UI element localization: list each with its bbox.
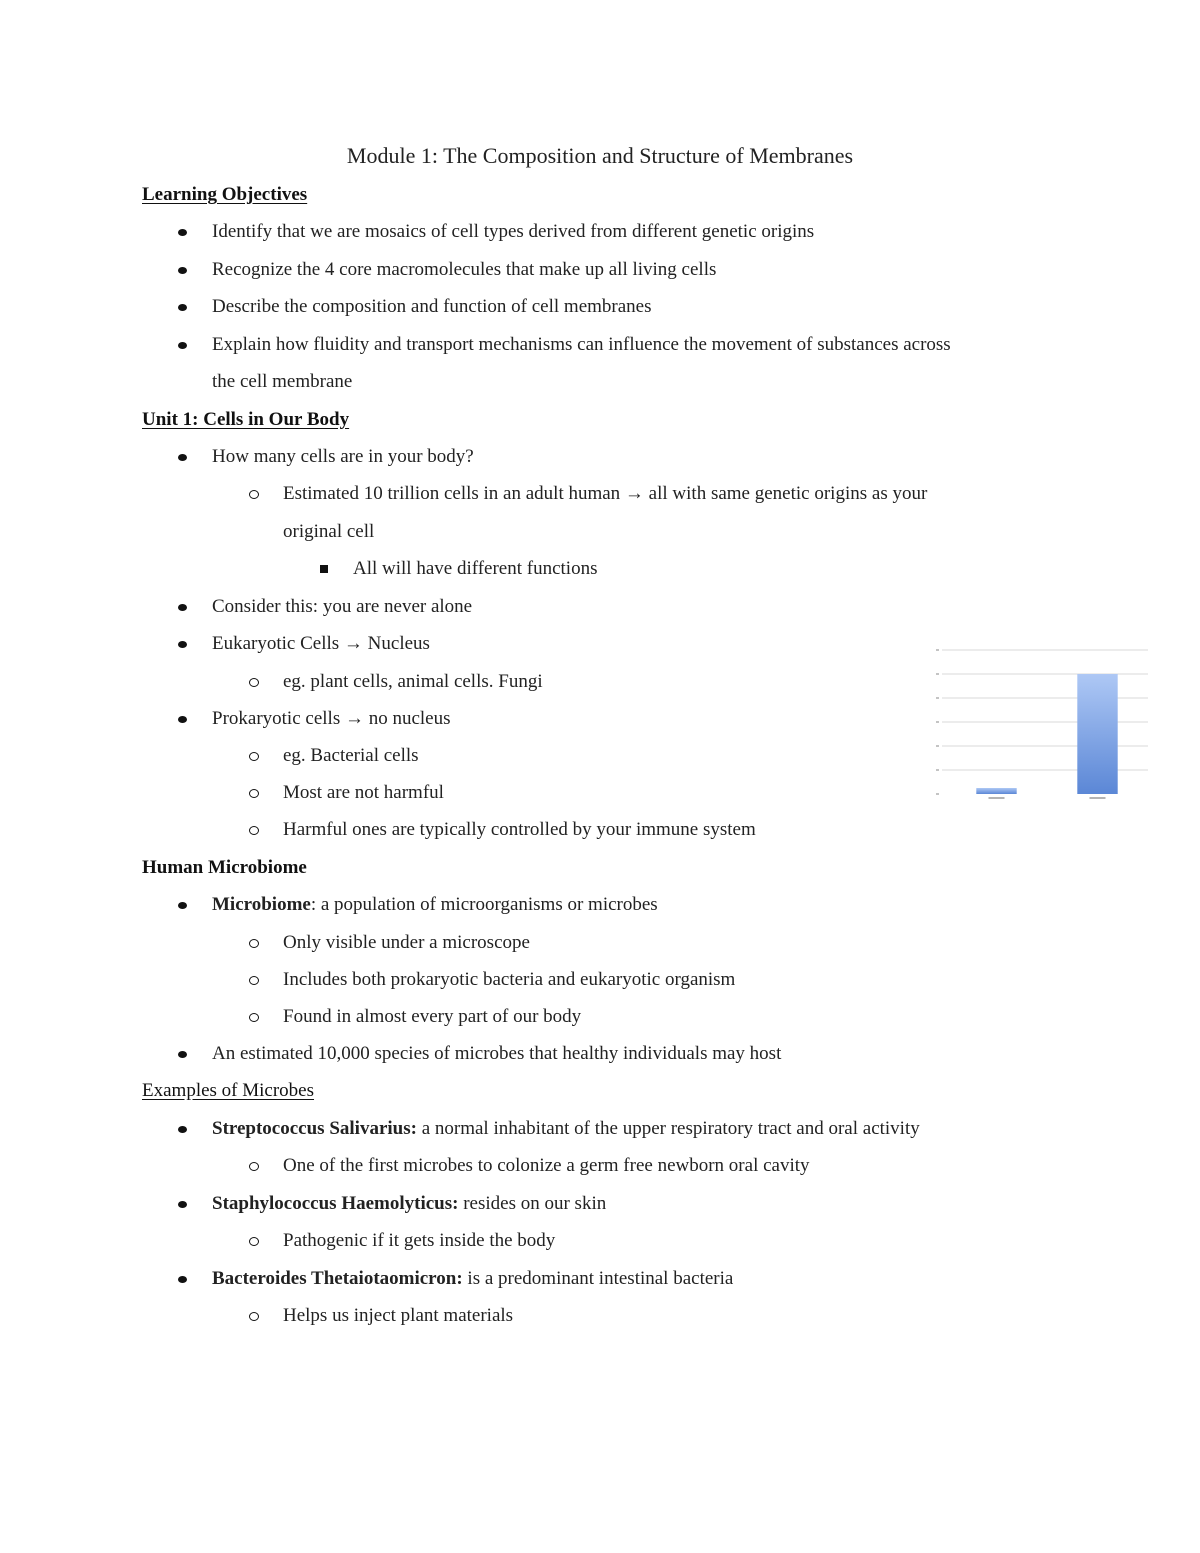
chart-bar bbox=[1077, 674, 1117, 794]
bullet-circle-icon bbox=[244, 1153, 264, 1179]
unit1-heading: Unit 1: Cells in Our Body bbox=[142, 409, 350, 430]
microbiome-subitem: Includes both prokaryotic bacteria and eukaryotic organism bbox=[283, 969, 736, 990]
example-item bbox=[212, 1116, 920, 1142]
microbe-name: Streptococcus Salivarius: bbox=[212, 1118, 417, 1139]
page-title: Module 1: The Composition and Structure of Membranes bbox=[346, 143, 854, 168]
microbiome-definition bbox=[212, 892, 658, 918]
objective-item: Explain how fluidity and transport mechanisms can influence the movement of substances across bbox=[212, 334, 951, 355]
example-item bbox=[212, 1191, 606, 1217]
bullet-dot-icon bbox=[172, 892, 192, 918]
objective-item: Identify that we are mosaics of cell types derived from different genetic origins bbox=[212, 221, 815, 242]
bullet-dot-icon bbox=[172, 1041, 192, 1067]
example-subitem: One of the first microbes to colonize a germ free newborn oral cavity bbox=[283, 1155, 810, 1176]
example-item bbox=[212, 1266, 733, 1292]
microbe-desc: resides on our skin bbox=[458, 1193, 607, 1214]
unit1-item: Eukaryotic Cells → Nucleus bbox=[212, 633, 430, 654]
bullet-circle-icon bbox=[244, 930, 264, 956]
bullet-square-icon bbox=[314, 556, 334, 582]
bullet-dot-icon bbox=[172, 444, 192, 470]
unit1-item: Prokaryotic cells → no nucleus bbox=[212, 708, 451, 729]
unit1-subitem: Most are not harmful bbox=[283, 782, 444, 803]
bullet-dot-icon bbox=[172, 594, 192, 620]
bullet-circle-icon bbox=[244, 1228, 264, 1254]
objective-item-continued: the cell membrane bbox=[212, 371, 353, 392]
bullet-dot-icon bbox=[172, 294, 192, 320]
bullet-dot-icon bbox=[172, 219, 192, 245]
microbiome-heading: Human Microbiome bbox=[142, 857, 307, 878]
microbe-name: Staphylococcus Haemolyticus: bbox=[212, 1193, 459, 1214]
example-subitem: Pathogenic if it gets inside the body bbox=[283, 1230, 556, 1251]
bullet-dot-icon bbox=[172, 1266, 192, 1292]
bullet-circle-icon bbox=[244, 967, 264, 993]
microbe-name: Bacteroides Thetaiotaomicron: bbox=[212, 1268, 463, 1289]
microbiome-term: Microbiome bbox=[212, 894, 311, 915]
unit1-subitem: Estimated 10 trillion cells in an adult human → all with same genetic origins as your bbox=[283, 483, 928, 504]
unit1-subitem: eg. plant cells, animal cells. Fungi bbox=[283, 671, 543, 692]
bullet-circle-icon bbox=[244, 481, 264, 507]
bullet-circle-icon bbox=[244, 1004, 264, 1030]
bullet-circle-icon bbox=[244, 743, 264, 769]
unit1-subsubitem: All will have different functions bbox=[353, 558, 598, 579]
unit1-subitem-continued: original cell bbox=[283, 521, 375, 542]
objective-item: Recognize the 4 core macromolecules that make up all living cells bbox=[212, 259, 717, 280]
bullet-circle-icon bbox=[244, 817, 264, 843]
microbiome-def-text: : a population of microorganisms or microbes bbox=[310, 894, 658, 915]
examples-heading: Examples of Microbes bbox=[142, 1080, 315, 1101]
bullet-dot-icon bbox=[172, 1191, 192, 1217]
unit1-item: Consider this: you are never alone bbox=[212, 596, 473, 617]
chart-bar bbox=[976, 788, 1016, 794]
bullet-dot-icon bbox=[172, 1116, 192, 1142]
unit1-subitem: eg. Bacterial cells bbox=[283, 745, 419, 766]
objectives-heading: Learning Objectives bbox=[142, 184, 308, 205]
bullet-dot-icon bbox=[172, 257, 192, 283]
microbiome-subitem: Only visible under a microscope bbox=[283, 932, 530, 953]
microbiome-item: An estimated 10,000 species of microbes that healthy individuals may host bbox=[212, 1043, 782, 1064]
objective-item: Describe the composition and function of cell membranes bbox=[212, 296, 652, 317]
bullet-dot-icon bbox=[172, 332, 192, 358]
bullet-circle-icon bbox=[244, 780, 264, 806]
unit1-item: How many cells are in your body? bbox=[212, 446, 474, 467]
bullet-dot-icon bbox=[172, 706, 192, 732]
bullet-circle-icon bbox=[244, 669, 264, 695]
bar-chart bbox=[928, 642, 1148, 810]
microbiome-subitem: Found in almost every part of our body bbox=[283, 1006, 582, 1027]
unit1-subitem: Harmful ones are typically controlled by your immune system bbox=[283, 819, 756, 840]
microbe-desc: a normal inhabitant of the upper respiratory tract and oral activity bbox=[416, 1118, 920, 1139]
example-subitem: Helps us inject plant materials bbox=[283, 1305, 514, 1326]
bullet-circle-icon bbox=[244, 1303, 264, 1329]
bullet-dot-icon bbox=[172, 631, 192, 657]
microbe-desc: is a predominant intestinal bacteria bbox=[462, 1268, 734, 1289]
